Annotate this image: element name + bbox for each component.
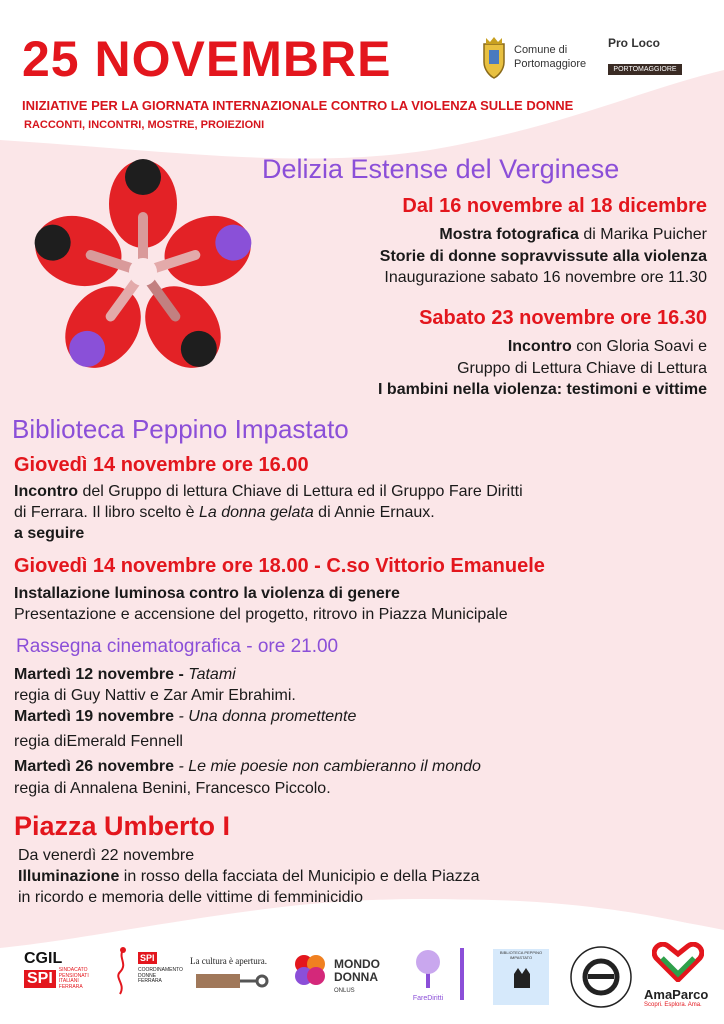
spi-label: SPI [24,970,56,988]
film-list [14,664,481,799]
amaparco-tagline: Scopri. Esplora. Ama. [644,1002,702,1008]
biblioteca-logo [492,948,550,1006]
comune-line2: Portomaggiore [514,58,587,70]
onlus-label: ONLUS [334,988,355,994]
film-director: regia di Annalena Benini, Francesco Piccolo. [14,779,331,797]
page-tagline: RACCONTI, INCONTRI, MOSTRE, PROIEZIONI [24,119,265,131]
delizia-meeting [378,305,707,401]
meeting-group: Gruppo di Lettura Chiave di Lettura [457,359,707,377]
page-subtitle: INIZIATIVE PER LA GIORNATA INTERNAZIONALE CONTRO LA VIOLENZA SULLE DONNE [22,98,574,113]
biblio-event1-date: Giovedì 14 novembre ore 16.00 [14,454,309,476]
fare-diritti-label: FareDiritti [412,995,444,1002]
proloco-town: PORTOMAGGIORE [608,64,682,75]
unesco-label [568,944,569,945]
women-circle-illustration [18,150,274,395]
sponsor-logos [22,942,712,1012]
meeting-guest: con Gloria Soavi e [571,338,707,355]
event1-follow: a seguire [14,524,85,542]
unesco-logo [568,944,634,1010]
film-item [14,664,481,706]
meeting-type: Incontro [507,338,572,355]
biblio-event1-desc [14,482,523,544]
film-date: Martedì 26 novembre [14,758,175,776]
world-heritage-icon [568,944,634,1010]
delizia-exhibit [380,193,707,289]
event2-title: Installazione luminosa contro la violenza di genere [14,585,400,602]
dancer-icon [110,946,136,996]
mondo-label: MONDO [334,957,380,971]
exhibit-line [380,224,707,246]
exhibit-title: Storie di donne sopravvissute alla violenza [379,247,707,265]
film-item [14,706,481,752]
event1-author: di Annie Ernaux. [313,503,435,521]
venue-biblioteca-title: Biblioteca Peppino Impastato [12,414,349,444]
piazza-desc [18,846,480,908]
event1-book: La donna gelata [198,503,314,521]
event1-text: del Gruppo di lettura Chiave di Lettura ed il Gruppo Fare Diritti [78,483,523,500]
proloco-logo [608,36,682,76]
mondo-donna-icon [290,950,330,990]
event1-text2: di Ferrara. Il libro scelto è [14,503,199,521]
film-director: regia diEmerald Fennell [14,733,183,751]
coordinamento-logo [110,946,183,1001]
film-item [14,756,481,798]
cinema-heading: Rassegna cinematografica - ore 21.00 [16,636,339,657]
biblio-event2-date: Giovedì 14 novembre ore 18.00 - C.so Vittorio Emanuele [14,555,545,577]
meeting-date: Sabato 23 novembre ore 16.30 [419,307,707,329]
piazza-ill-text: in rosso della facciata del Municipio e della Piazza [119,867,480,885]
crest-icon [480,36,508,80]
amaparco-label: AmaParco [644,987,709,1002]
cultura-logo [190,956,270,1001]
cgil-label: CGIL [24,950,63,967]
meeting-title: I bambini nella violenza: testimoni e vittime [378,381,707,399]
coord-label: COORDINAMENTO DONNE FERRARA [138,967,183,984]
venue-piazza-title: Piazza Umberto I [14,811,231,841]
fare-diritti-logo [400,946,464,1006]
film-date: Martedì 19 novembre [14,708,175,726]
cgil-spi-logo [24,950,88,990]
exhibit-type: Mostra fotografica [439,226,579,243]
page-title: 25 NOVEMBRE [22,31,392,87]
biblio-label: BIBLIOTECA PEPPINO IMPASTATO [499,950,543,960]
film-title: Tatami [188,666,236,683]
exhibit-author: di Marika Puicher [578,226,707,243]
meeting-line [378,336,707,358]
proloco-label: Pro Loco [608,36,661,50]
amaparco-logo [644,942,712,1012]
piazza-ill-line2: in ricordo e memoria delle vittime di femminicidio [18,888,364,906]
film-title: - Una donna promettente [174,708,357,726]
comune-logo [480,35,600,81]
venue-delizia-title: Delizia Estense del Verginese [262,154,620,184]
film-director: regia di Guy Nattiv e Zar Amir Ebrahimi. [14,687,296,705]
coord-spi: SPI [140,953,155,963]
exhibit-dates: Dal 16 novembre al 18 dicembre [402,195,707,217]
mondo-donna-logo [290,950,384,1006]
event1-type: Incontro [14,483,78,500]
comune-line1: Comune di [514,44,568,57]
film-title: - Le mie poesie non cambieranno il mondo [174,758,481,776]
exhibit-opening: Inaugurazione sabato 16 novembre ore 11.30 [384,269,707,287]
piazza-ill-type: Illuminazione [18,867,120,885]
key-icon [190,966,270,996]
cultura-label: La cultura è apertura. [190,956,267,966]
cgil-sub: SINDACATO PENSIONATI ITALIANI FERRARA [58,967,89,990]
fare-divider [460,948,464,1000]
heart-icon [652,942,704,982]
biblio-event2-desc [14,584,508,626]
piazza-since: Da venerdì 22 novembre [18,847,195,864]
film-date: Martedì 12 novembre - [14,666,189,683]
donna-label: DONNA [334,969,378,984]
event2-text: Presentazione e accensione del progetto, ritrovo in Piazza Municipale [14,605,508,623]
tree-icon [408,946,448,990]
